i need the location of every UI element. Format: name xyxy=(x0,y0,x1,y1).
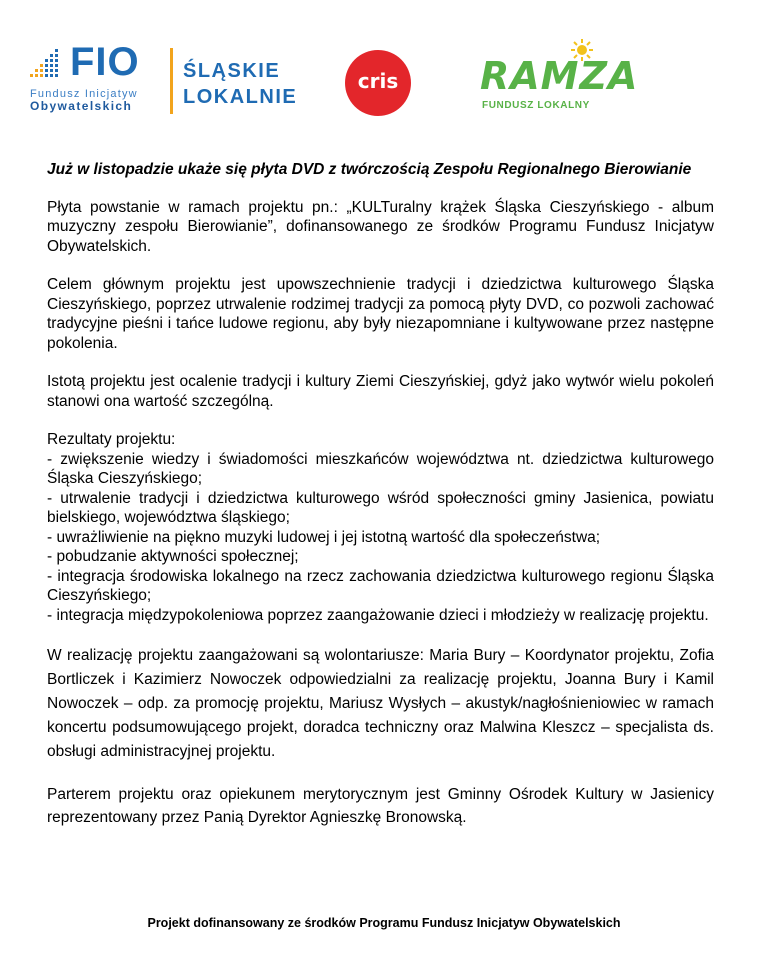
paragraph-partner: Parterem projektu oraz opiekunem merytorycznym jest Gminny Ośrodek Kultury w Jasienicy reprezentowany przez Panią Dyrektor Agnieszkę Bronowską. xyxy=(47,786,714,826)
cris-logo xyxy=(345,50,411,116)
fio-dots-icon xyxy=(30,48,62,82)
cris-logo-word: cris xyxy=(357,69,399,93)
paragraph-goal: Celem głównym projektu jest upowszechnienie tradycji i dziedzictwa kulturowego Śląska Cieszyńskiego, poprzez utrwalenie rodzimej tradycji za pomocą płyty DVD, co pozwoli zachować tradycyjne pieśni i tańce ludowe regionu, aby były niezapomniane i kultywowane przez następne pokolenia. xyxy=(47,276,714,352)
fio-logo xyxy=(30,40,170,116)
fio-logo-subtitle-2: Obywatelskich xyxy=(30,99,133,113)
ramza-logo xyxy=(478,42,639,118)
results-heading: Rezultaty projektu: xyxy=(47,431,176,448)
ramza-logo-word: RAMZA xyxy=(480,54,639,98)
slaskie-logo-line-1: ŚLĄSKIE xyxy=(183,60,281,82)
fio-logo-subtitle-1: Fundusz Inicjatyw xyxy=(30,88,138,100)
slaskie-lokalnie-logo xyxy=(183,58,297,110)
document-title: Już w listopadzie ukaże się płyta DVD z twórczością Zespołu Regionalnego Bierowianie xyxy=(47,161,692,178)
footer-note: Projekt dofinansowany ze środków Programu Fundusz Inicjatyw Obywatelskich xyxy=(147,916,621,930)
paragraph-essence: Istotą projektu jest ocalenie tradycji i kultury Ziemi Cieszyńskiej, gdyż jako wytwór wielu pokoleń stanowi ona wartość szczególną. xyxy=(47,373,714,410)
ramza-logo-subtitle: FUNDUSZ LOKALNY xyxy=(482,100,590,111)
logo-divider xyxy=(170,48,173,114)
results-item: - uwrażliwienie na piękno muzyki ludowej i jej istotną wartość dla społeczeństwa; xyxy=(47,528,601,546)
results-item: - integracja międzypokoleniowa poprzez zaangażowanie dzieci i młodzieży w realizację projektu. xyxy=(47,606,709,624)
logo-header xyxy=(0,0,768,130)
paragraph-album: Płyta powstanie w ramach projektu pn.: „KULTuralny krążek Śląska Cieszyńskiego - album muzyczny zespołu Bierowianie”, dofinansowanego ze środków Programu Fundusz Inicjatyw Obywatelskich. xyxy=(47,198,714,255)
results-item: - zwiększenie wiedzy i świadomości mieszkańców województwa nt. dziedzictwa kulturowego Śląska Cieszyńskiego; xyxy=(47,450,714,487)
fio-logo-word: FIO xyxy=(70,40,140,84)
results-item: - integracja środowiska lokalnego na rzecz zachowania dziedzictwa kulturowego regionu Śląska Cieszyńskiego; xyxy=(47,567,714,604)
results-item: - utrwalenie tradycji i dziedzictwa kulturowego wśród społeczności gminy Jasienica, powiatu bielskiego, województwa śląskiego; xyxy=(47,489,714,526)
paragraph-team: W realizację projektu zaangażowani są wolontariusze: Maria Bury – Koordynator projektu, Zofia Bortliczek i Kazimierz Nowoczek odpowiedzialni za realizację projektu, Joanna Bury i Kamil Nowoczek – odp. za promocję projektu, Mariusz Wysłych – akustyk/nagłośnieniowiec w ramach koncertu podsumowującego projekt, doradca techniczny oraz Malwina Kleszcz – specjalista ds. obsługi administracyjnej projektu. xyxy=(47,647,714,760)
document-body xyxy=(47,160,714,829)
results-item: - pobudzanie aktywności społecznej; xyxy=(47,548,299,565)
results-list xyxy=(47,450,714,626)
slaskie-logo-line-2: LOKALNIE xyxy=(183,86,298,108)
